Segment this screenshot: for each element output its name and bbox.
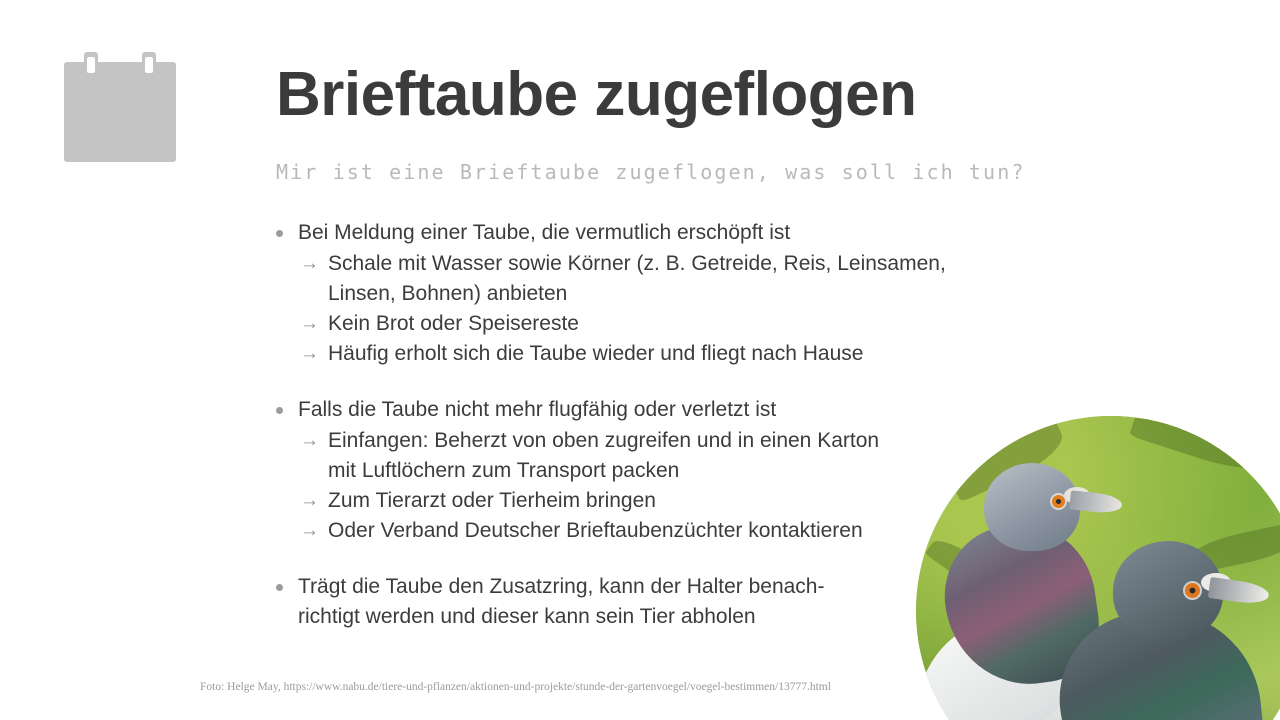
bullet-item: Bei Meldung einer Taube, die vermutlich erschöpft ist [272,218,1032,248]
pigeon-eye [1183,581,1202,600]
sub-line: Oder Verband Deutscher Brieftaubenzüchter kontaktieren [328,519,863,542]
calendar-ring-left [84,52,98,80]
arrow-icon: → [300,520,319,541]
bullet-line-cont: richtigt werden und dieser kann sein Tier abholen [298,605,756,628]
arrow-icon: → [300,343,319,364]
arrow-icon: → [300,430,319,451]
arrow-icon: → [300,253,319,274]
photo-caption: Foto: Helge May, https://www.nabu.de/tiere-und-pflanzen/aktionen-und-projekte/stunde-der-gartenvoegel/voegel-bestimmen/13777.html [200,681,831,693]
pigeon-lower [1041,541,1280,720]
bullet-line: Trägt die Taube den Zusatzring, kann der Halter benach- [298,575,825,598]
calendar-ring-right [142,52,156,80]
sub-item [272,339,1032,369]
sub-line-cont: Linsen, Bohnen) anbieten [328,282,568,305]
pigeon-head [984,463,1080,551]
page-title: Brieftaube zugeflogen [276,60,917,129]
calendar-icon [64,52,176,164]
sub-item [272,249,1032,309]
sub-line: Zum Tierarzt oder Tierheim bringen [328,489,656,512]
bullet-group [272,218,1032,369]
pigeon-eye [1050,493,1067,510]
sub-line: Häufig erholt sich die Taube wieder und fliegt nach Hause [328,342,864,365]
sub-item [272,309,1032,339]
calendar-body [64,62,176,162]
page-subtitle: Mir ist eine Brieftaube zugeflogen, was soll ich tun? [276,160,1026,184]
sub-line-cont: mit Luftlöchern zum Transport packen [328,459,680,482]
pigeon-photo [916,416,1280,720]
sub-line: Schale mit Wasser sowie Körner (z. B. Getreide, Reis, Leinsamen, [328,252,946,275]
bullet-item: Falls die Taube nicht mehr flugfähig oder verletzt ist [272,395,1032,425]
arrow-icon: → [300,313,319,334]
sub-line: Einfangen: Beherzt von oben zugreifen und in einen Karton [328,429,880,452]
sub-line: Kein Brot oder Speisereste [328,312,579,335]
arrow-icon: → [300,490,319,511]
pigeon-head [1113,541,1223,641]
